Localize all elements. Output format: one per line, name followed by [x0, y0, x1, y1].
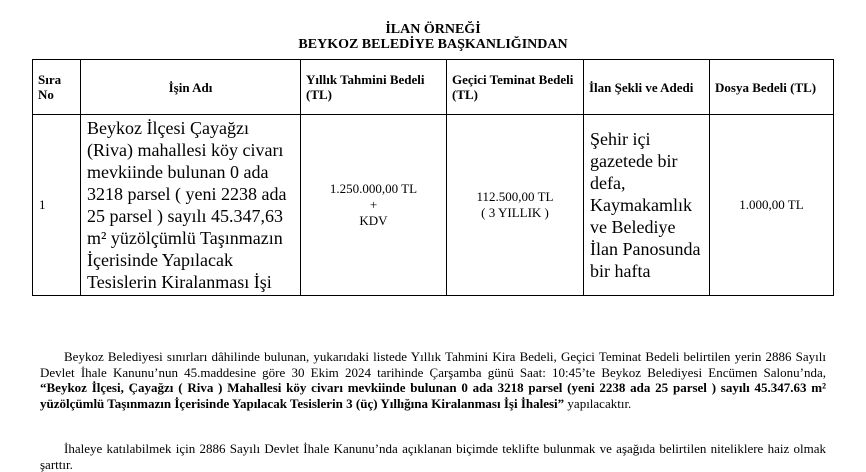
document-header — [0, 22, 866, 52]
table-row — [33, 115, 834, 296]
cell-isin-adi: Beykoz İlçesi Çayağzı (Riva) mahallesi köy civarı mevkiinde bulunan 0 ada 3218 parsel ( yeni 2238 ada 25 parsel ) sayılı 45.347,63 m² yüzölçümlü Taşınmazın İçerisinde Yapılacak Tesislerin Kiralanması İşi — [81, 115, 301, 296]
announcement-paragraph — [40, 349, 826, 411]
header-sira: Sıra No — [33, 60, 81, 115]
paragraph-outro: yapılacaktır. — [564, 395, 632, 411]
cell-bedel — [301, 115, 447, 296]
header-ilan-sekli: İlan Şekli ve Adedi — [584, 60, 710, 115]
document-subtitle: BEYKOZ BELEDİYE BAŞKANLIĞINDAN — [298, 37, 568, 52]
bedel-plus: + — [369, 197, 378, 212]
paragraph-bold-title: “Beykoz İlçesi, Çayağzı ( Riva ) Mahallesi köy civarı mevkiinde bulunan 0 ada 3218 parsel (yeni 2238 ada 25 parsel ) sayılı 45.347.63 m² yüzölçümlü Taşınmazın İçerisinde Yapılacak Tesislerin 3 (üç) Yıllığına Kiralanması İşi İhalesi” — [40, 380, 826, 411]
cell-sira: 1 — [33, 115, 81, 296]
tender-table — [32, 59, 834, 296]
eligibility-paragraph: İhaleye katılabilmek için 2886 Sayılı Devlet İhale Kanunu’nda açıklanan biçimde teklifte bulunmak ve aşağıda belirtilen niteliklere haiz olmak şarttır. — [40, 441, 826, 472]
header-dosya: Dosya Bedeli (TL) — [710, 60, 834, 115]
header-teminat: Geçici Teminat Bedeli (TL) — [447, 60, 584, 115]
header-isin-adi: İşin Adı — [81, 60, 301, 115]
cell-ilan-sekli: Şehir içi gazetede bir defa, Kaymakamlık ve Belediye İlan Panosunda bir hafta — [584, 115, 710, 296]
cell-teminat — [447, 115, 584, 296]
bedel-amount: 1.250.000,00 TL — [329, 181, 418, 196]
table-header-row — [33, 60, 834, 115]
teminat-amount: 112.500,00 TL — [476, 189, 554, 204]
header-bedel: Yıllık Tahmini Bedeli (TL) — [301, 60, 447, 115]
teminat-note: ( 3 YILLIK ) — [481, 205, 549, 220]
document-title: İLAN ÖRNEĞİ — [385, 22, 481, 37]
paragraph-intro: Beykoz Belediyesi sınırları dâhilinde bulunan, yukarıdaki listede Yıllık Tahmini Kira Bedeli, Geçici Teminat Bedeli belirtilen yerin 2886 Sayılı Devlet İhale Kanunu’nun 45.maddesine göre 30 Ekim 2024 tarihinde Çarşamba günü Saat: 10:45’te Beykoz Belediyesi Encümen Salonu’nda, — [40, 349, 826, 380]
bedel-kdv: KDV — [359, 213, 388, 228]
cell-dosya: 1.000,00 TL — [710, 115, 834, 296]
